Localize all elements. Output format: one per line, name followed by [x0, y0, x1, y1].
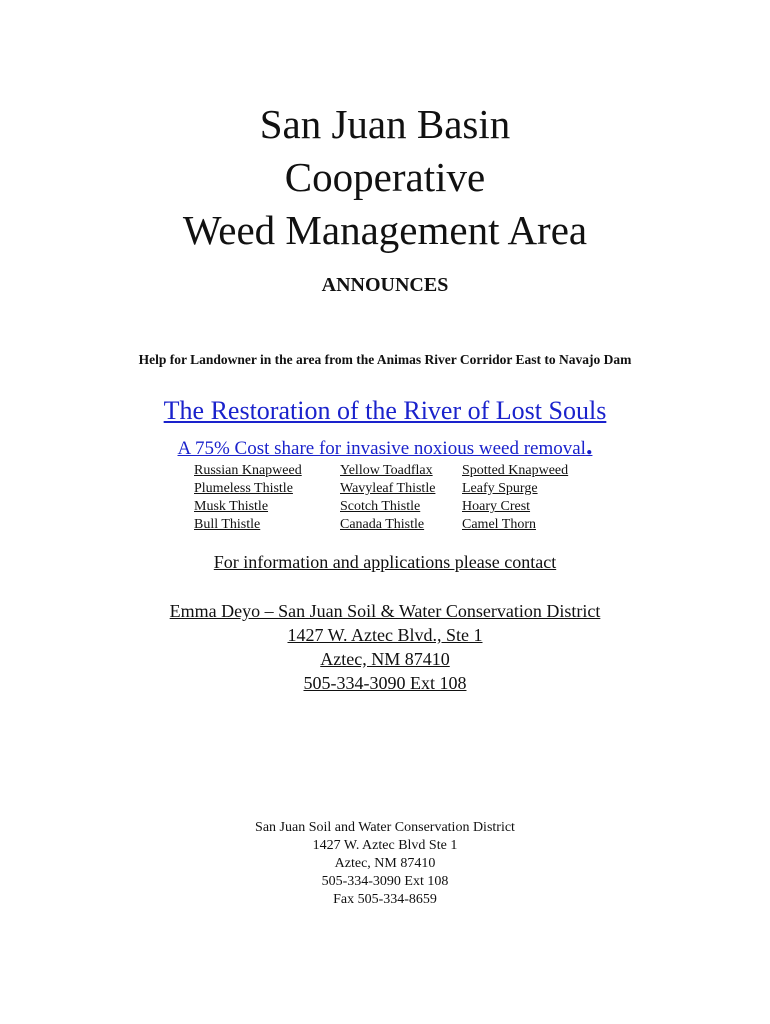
footer-block	[0, 819, 770, 909]
announces-heading: ANNOUNCES	[321, 274, 449, 296]
weed-name: Wavyleaf Thistle	[340, 481, 436, 496]
contact-block	[0, 599, 770, 695]
footer-city: Aztec, NM 87410	[334, 856, 436, 871]
cost-share-period: .	[585, 431, 593, 460]
weed-list-table	[193, 462, 592, 534]
page-title	[0, 98, 770, 257]
weed-name: Bull Thistle	[194, 517, 261, 532]
title-line-3: Weed Management Area	[182, 207, 588, 253]
weed-row	[193, 516, 592, 534]
weed-name: Leafy Spurge	[462, 481, 538, 496]
weed-name: Spotted Knapweed	[462, 463, 569, 478]
weed-row	[193, 480, 592, 498]
weed-name: Canada Thistle	[340, 517, 425, 532]
info-prompt: For information and applications please contact	[213, 552, 557, 572]
restoration-headline-text: The Restoration of the River of Lost Souls	[163, 396, 607, 425]
weed-name: Camel Thorn	[462, 517, 537, 532]
weed-name: Scotch Thistle	[340, 499, 421, 514]
help-text: Help for Landowner in the area from the Animas River Corridor East to Navajo Dam	[138, 352, 632, 367]
footer-fax: Fax 505-334-8659	[333, 892, 437, 907]
footer-phone: 505-334-3090 Ext 108	[321, 874, 449, 889]
footer-address: 1427 W. Aztec Blvd Ste 1	[312, 838, 458, 853]
contact-phone: 505-334-3090 Ext 108	[303, 673, 467, 693]
weed-name: Musk Thistle	[194, 499, 269, 514]
footer-org: San Juan Soil and Water Conservation District	[255, 820, 515, 835]
weed-row	[193, 498, 592, 516]
weed-name: Russian Knapweed	[194, 463, 302, 478]
contact-city: Aztec, NM 87410	[320, 649, 450, 669]
title-line-2: Cooperative	[284, 154, 486, 200]
weed-name: Plumeless Thistle	[194, 481, 293, 496]
cost-share-line	[0, 431, 770, 460]
restoration-headline	[0, 396, 770, 426]
contact-name: Emma Deyo – San Juan Soil & Water Conservation District	[169, 601, 601, 621]
weed-row	[193, 462, 592, 480]
title-line-1: San Juan Basin	[259, 101, 511, 147]
cost-share-text: A 75% Cost share for invasive noxious weed removal	[177, 438, 586, 459]
weed-name: Yellow Toadflax	[340, 463, 433, 478]
weed-name: Hoary Crest	[462, 499, 531, 514]
contact-address: 1427 W. Aztec Blvd., Ste 1	[287, 625, 483, 645]
